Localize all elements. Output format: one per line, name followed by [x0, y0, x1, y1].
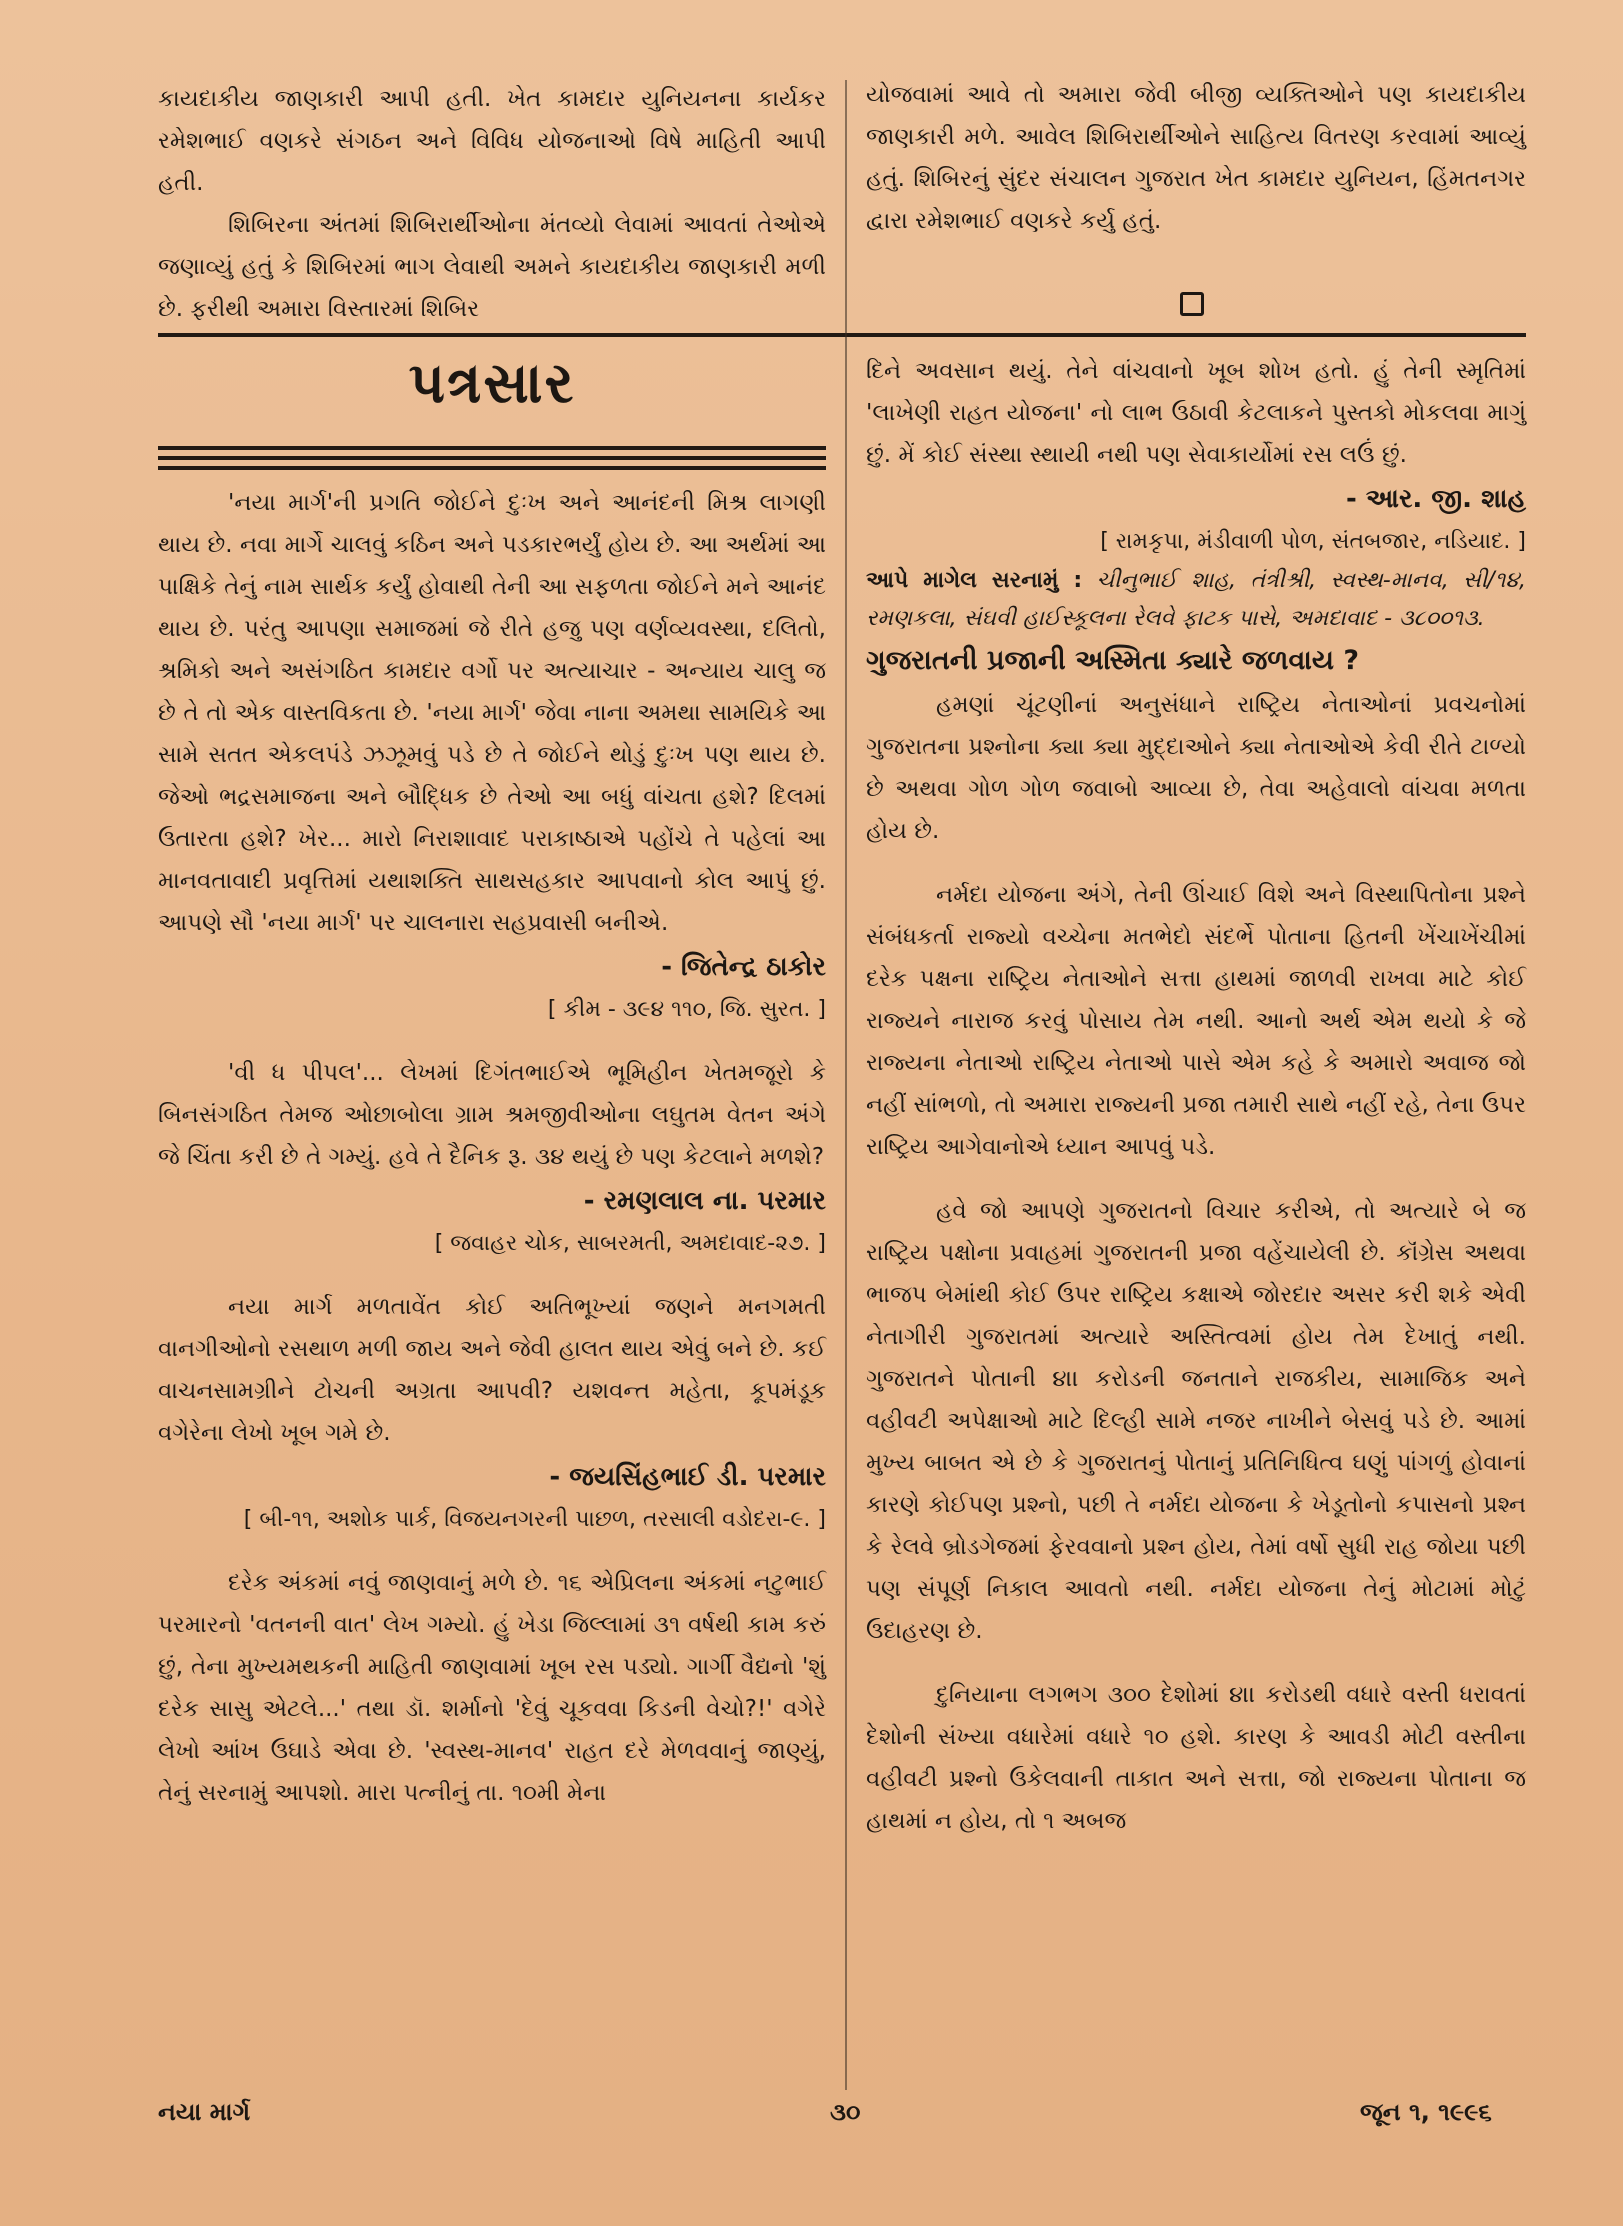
letter-address: [ બી-૧૧, અશોક પાર્ક, વિજયનગરની પાછળ, તરસાલી વડોદરા-૯. ]: [243, 1507, 826, 1532]
title-rule-1: [158, 446, 826, 450]
letter-signature: - રમણલાલ ના. પરમાર: [583, 1186, 826, 1216]
letter-address: [ જવાહર ચોક, સાબરમતી, અમદાવાદ-૨૭. ]: [434, 1231, 826, 1256]
paragraph: નર્મદા યોજના અંગે, તેની ઊંચાઈ વિશે અને વિસ્થાપિતોના પ્રશ્ને સંબંધકર્તા રાજ્યો વચ્ચેના મતભેદો સંદર્ભે પોતાના હિતની ખેંચાખેંચીમાં દરેક પક્ષના રાષ્ટ્રિય નેતાઓને સત્તા હાથમાં જાળવી રાખવા માટે કોઈ રાજ્યને નારાજ કરવું પોસાય તેમ નથી. આનો અર્થ એમ થયો કે જે રાજ્યના નેતાઓ રાષ્ટ્રિય નેતાઓ પાસે એમ કહે કે અમારો અવાજ જો નહીં સાંભળો, તો અમારા રાજ્યની પ્રજા તમારી સાથે નહીં રહે, તેના ઉપર રાષ્ટ્રિય આગેવાનોએ ધ્યાન આપવું પડે.: [866, 882, 1526, 1160]
paragraph: યોજવામાં આવે તો અમારા જેવી બીજી વ્યક્તિઓને પણ કાયદાકીય જાણકારી મળે. આવેલ શિબિરાર્થીઓને સાહિત્ય વિતરણ કરવામાં આવ્યું હતું. શિબિરનું સુંદર સંચાલન ગુજરાત ખેત કામદાર યુનિયન, હિંમતનગર દ્વારા રમેશભાઈ વણકરે કર્યુ હતું.: [866, 82, 1526, 234]
paragraph: હમણાં ચૂંટણીનાં અનુસંધાને રાષ્ટ્રિય નેતાઓનાં પ્રવચનોમાં ગુજરાતના પ્રશ્નોના ક્યા ક્યા મુદ્દાઓને ક્યા નેતાઓએ કેવી રીતે ટાળ્યો છે અથવા ગોળ ગોળ જવાબો આવ્યા છે, તેવા અહેવાલો વાંચવા મળતા હોય છે.: [866, 692, 1526, 844]
top-right-column: [866, 74, 1526, 242]
section-title: પત્રસાર: [408, 351, 576, 416]
requested-address: [866, 562, 1526, 638]
title-rule-2: [158, 456, 826, 460]
right-column: [866, 350, 1526, 1842]
letter-signature: - આર. જી. શાહ: [1346, 484, 1526, 514]
paragraph: દુનિયાના લગભગ ૩૦૦ દેશોમાં ૪।। કરોડથી વધારે વસ્તી ધરાવતાં દેશોની સંખ્યા વધારેમાં વધારે ૧૦ હશે. કારણ કે આવડી મોટી વસ્તીના વહીવટી પ્રશ્નો ઉકેલવાની તાકાત અને સત્તા, જો રાજ્યના પોતાના જ હાથમાં ન હોય, તો ૧ અબજ: [866, 1682, 1526, 1834]
letter-body: દરેક અંકમાં નવું જાણવાનું મળે છે. ૧૬ એપ્રિલના અંકમાં નટુભાઈ પરમારનો 'વતનની વાત' લેખ ગમ્યો. હું ખેડા જિલ્લામાં ૩૧ વર્ષથી કામ કરું છું, તેના મુખ્યમથકની માહિતી જાણવામાં ખૂબ રસ પડ્યો. ગાર્ગી વૈદ્યનો 'શું દરેક સાસુ એટલે...' તથા ડૉ. શર્માનો 'દેવું ચૂકવવા કિડની વેચો?!' વગેરે લેખો આંખ ઉઘાડે એવા છે. 'સ્વસ્થ-માનવ' રાહત દરે મેળવવાનું જાણ્યું, તેનું સરનામું આપશો. મારા પત્નીનું તા. ૧૦મી મેના: [158, 1570, 826, 1806]
letters-column: [158, 482, 826, 1814]
paragraph: દિને અવસાન થયું. તેને વાંચવાનો ખૂબ શોખ હતો. હું તેની સ્મૃતિમાં 'લાખેણી રાહત યોજના' નો લાભ ઉઠાવી કેટલાકને પુસ્તકો મોકલવા માગું છું. મેં કોઈ સંસ્થા સ્થાયી નથી પણ સેવાકાર્યોમાં રસ લઉં છું.: [866, 358, 1526, 468]
letter-address: [ રામકૃપા, મંડીવાળી પોળ, સંતબજાર, નડિયાદ. ]: [1100, 529, 1526, 554]
column-divider: [845, 80, 847, 2090]
title-rule-3: [158, 466, 826, 470]
article-heading: ગુજરાતની પ્રજાની અસ્મિતા ક્યારે જળવાય ?: [866, 645, 1360, 676]
letter-address: [ કીમ - ૩૯૪ ૧૧૦, જિ. સુરત. ]: [547, 997, 826, 1022]
section-divider: [158, 333, 1526, 337]
requested-address-text: ચીનુભાઈ શાહ, તંત્રીશ્રી, સ્વસ્થ-માનવ, સી/૧૪, રમણકલા, સંઘવી હાઈસ્કૂલના રેલવે ફાટક પાસે, અમદાવાદ - ૩૮૦૦૧૩.: [866, 568, 1526, 631]
paragraph: શિબિરના અંતમાં શિબિરાર્થીઓના મંતવ્યો લેવામાં આવતાં તેઓએ જણાવ્યું હતું કે શિબિરમાં ભાગ લેવાથી અમને કાયદાકીય જાણકારી મળી છે. ફરીથી અમારા વિસ્તારમાં શિબિર: [158, 212, 826, 322]
footer-date: જૂન ૧, ૧૯૯૬: [1360, 2098, 1492, 2126]
letter-body: 'નયા માર્ગ'ની પ્રગતિ જોઈને દુઃખ અને આનંદની મિશ્ર લાગણી થાય છે. નવા માર્ગે ચાલવું કઠિન અને પડકારભર્યું હોય છે. આ અર્થમાં આ પાક્ષિકે તેનું નામ સાર્થક કર્યું હોવાથી તેની આ સફળતા જોઈને મને આનંદ થાય છે. પરંતુ આપણા સમાજમાં જે રીતે હજુ પણ વર્ણવ્યવસ્થા, દલિતો, શ્રમિકો અને અસંગઠિત કામદાર વર્ગો પર અત્યાચાર - અન્યાય ચાલુ જ છે તે તો એક વાસ્તવિકતા છે. 'નયા માર્ગ' જેવા નાના અમથા સામયિકે આ સામે સતત એકલપંડે ઝઝૂમવું પડે છે તે જોઈને થોડું દુઃખ પણ થાય છે. જેઓ ભદ્રસમાજના અને બૌદ્ધિક છે તેઓ આ બધું વાંચતા હશે? દિલમાં ઉતારતા હશે? ખેર... મારો નિરાશાવાદ પરાકાષ્ઠાએ પહોંચે તે પહેલાં આ માનવતાવાદી પ્રવૃત્તિમાં યથાશક્તિ સાથસહકાર આપવાનો કોલ આપું છું. આપણે સૌ 'નયા માર્ગ' પર ચાલનારા સહપ્રવાસી બનીએ.: [158, 490, 826, 936]
footer-magazine: નયા માર્ગ: [158, 2098, 251, 2126]
paragraph: કાયદાકીય જાણકારી આપી હતી. ખેત કામદાર યુનિયનના કાર્યકર રમેશભાઈ વણકરે સંગઠન અને વિવિધ યોજનાઓ વિષે માહિતી આપી હતી.: [158, 86, 826, 196]
top-left-column: [158, 78, 826, 330]
requested-address-label: આપે માગેલ સરનામું :: [866, 568, 1083, 593]
letter-signature: - જયસિંહભાઈ ડી. પરમાર: [549, 1462, 826, 1492]
letter-signature: - જિતેન્દ્ર ઠાકોર: [661, 952, 826, 982]
letter-body: નયા માર્ગ મળતાવેંત કોઈ અતિભૂખ્યાં જણને મનગમતી વાનગીઓનો રસથાળ મળી જાય અને જેવી હાલત થાય એવું બને છે. કઈ વાચનસામગ્રીને ટોચની અગ્રતા આપવી? યશવન્ત મહેતા, કૂપમંડૂક વગેરેના લેખો ખૂબ ગમે છે.: [158, 1294, 826, 1446]
letter-body: 'વી ધ પીપલ'... લેખમાં દિગંતભાઈએ ભૂમિહીન ખેતમજૂરો કે બિનસંગઠિત તેમજ ઓછાબોલા ગ્રામ શ્રમજીવીઓના લઘુતમ વેતન અંગે જે ચિંતા કરી છે તે ગમ્યું. હવે તે દૈનિક રૂ. ૩૪ થયું છે પણ કેટલાને મળશે?: [158, 1060, 826, 1170]
footer-page-number: ૩૦: [830, 2098, 861, 2126]
end-mark-icon: [1180, 292, 1204, 316]
paragraph: હવે જો આપણે ગુજરાતનો વિચાર કરીએ, તો અત્યારે બે જ રાષ્ટ્રિય પક્ષોના પ્રવાહમાં ગુજરાતની પ્રજા વહેંચાયેલી છે. કૉંગ્રેસ અથવા ભાજપ બેમાંથી કોઈ ઉપર રાષ્ટ્રિય કક્ષાએ જોરદાર અસર કરી શકે એવી નેતાગીરી ગુજરાતમાં અત્યારે અસ્તિત્વમાં હોય તેમ દેખાતું નથી. ગુજરાતને પોતાની ૪।। કરોડની જનતાને રાજકીય, સામાજિક અને વહીવટી અપેક્ષાઓ માટે દિલ્હી સામે નજર નાખીને બેસવું પડે છે. આમાં મુખ્ય બાબત એ છે કે ગુજરાતનું પોતાનું પ્રતિનિધિત્વ ઘણું પાંગળું હોવાનાં કારણે કોઈપણ પ્રશ્નો, પછી તે નર્મદા યોજના કે ખેડૂતોનો કપાસનો પ્રશ્ન કે રેલવે બ્રોડગેજમાં ફેરવવાનો પ્રશ્ન હોય, તેમાં વર્ષો સુધી રાહ જોયા પછી પણ સંપૂર્ણ નિકાલ આવતો નથી. નર્મદા યોજના તેનું મોટામાં મોટું ઉદાહરણ છે.: [866, 1198, 1526, 1644]
